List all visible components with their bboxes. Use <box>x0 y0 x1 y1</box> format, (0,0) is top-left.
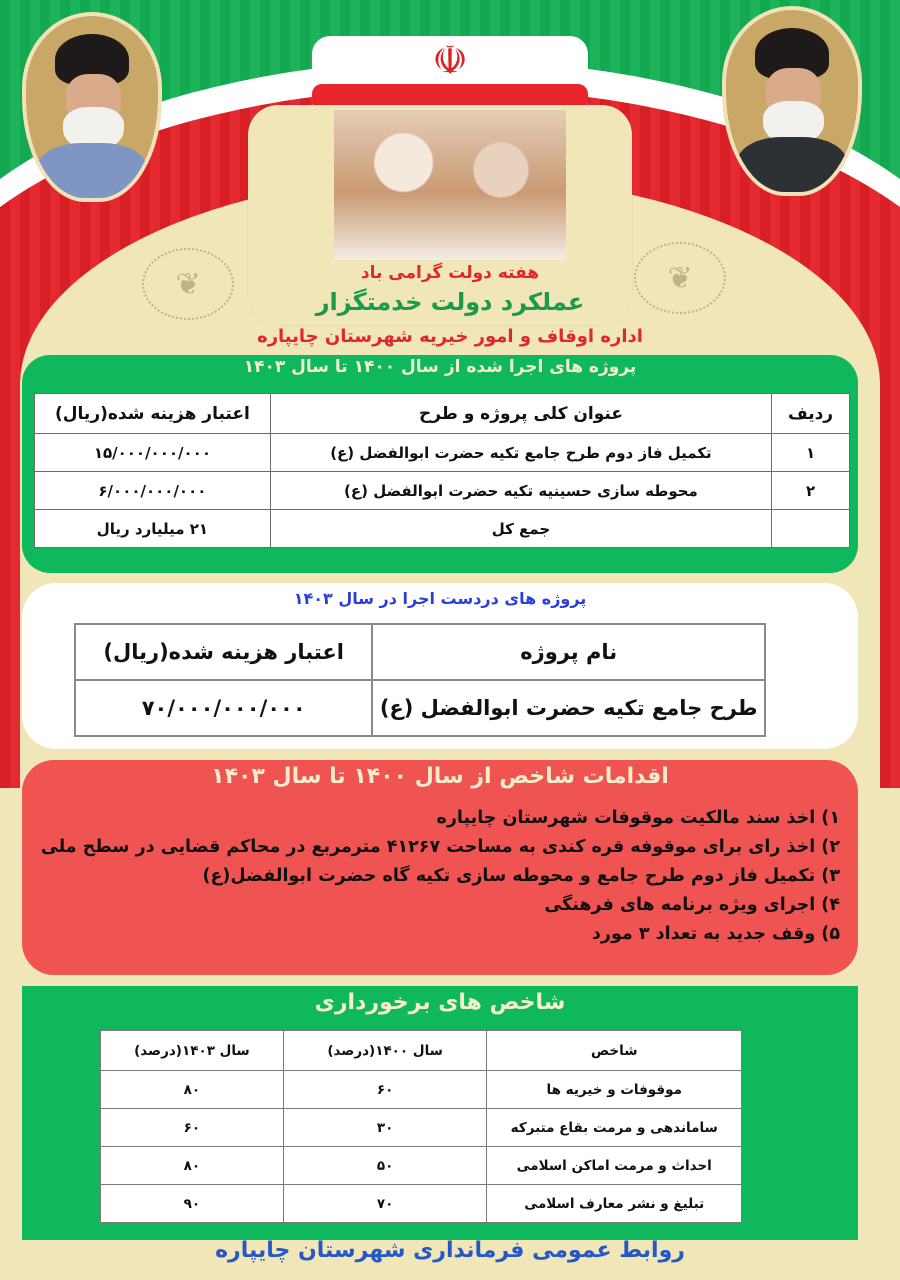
ongoing-projects-table <box>74 623 766 737</box>
list-item: ۲) اخذ رای برای موقوفه قره کندی به مساحت ۴۱۲۶۷ مترمربع در محاکم قضایی در سطح ملی <box>40 837 840 857</box>
list-item: ۱) اخذ سند مالکیت موقوفات شهرستان چایپاره <box>436 808 840 828</box>
column-header: اعتبار هزینه شده(ریال) <box>75 624 372 680</box>
cell-y1400: ۶۰ <box>283 1071 487 1109</box>
ongoing-projects-section <box>22 583 858 749</box>
greeting-text: هفته دولت گرامی باد <box>360 263 540 283</box>
iran-emblem-icon: ☫ <box>432 38 468 84</box>
table-header-row <box>101 1031 742 1071</box>
key-actions-section <box>22 760 858 975</box>
footer-credit: روابط عمومی فرمانداری شهرستان چایپاره <box>215 1238 685 1263</box>
cell-indicator: ساماندهی و مرمت بقاع متبرکه <box>487 1109 742 1147</box>
completed-projects-table <box>34 393 850 548</box>
section-title: شاخص های برخورداری <box>314 990 566 1015</box>
table-row <box>101 1071 742 1109</box>
cell-row <box>772 510 850 548</box>
table-row <box>75 680 765 736</box>
cell-row: ۱ <box>772 434 850 472</box>
section-title: پروژه های دردست اجرا در سال ۱۴۰۳ <box>293 589 587 608</box>
table-row <box>101 1109 742 1147</box>
completed-projects-section <box>22 355 858 573</box>
page-title: عملکرد دولت خدمتگزار <box>315 288 585 316</box>
cell-y1403: ۸۰ <box>101 1071 284 1109</box>
key-actions-list <box>41 804 840 949</box>
table-row <box>35 434 850 472</box>
flag-tab <box>312 36 588 112</box>
table-header-row <box>75 624 765 680</box>
column-header: عنوان کلی پروژه و طرح <box>270 394 771 434</box>
table-header-row <box>35 394 850 434</box>
table-row <box>101 1147 742 1185</box>
cell-y1400: ۷۰ <box>283 1185 487 1223</box>
cell-y1403: ۹۰ <box>101 1185 284 1223</box>
organization-name: اداره اوقاف و امور خیریه شهرستان چایپاره <box>257 326 643 347</box>
list-item: ۳) تکمیل فاز دوم طرح جامع و محوطه سازی تکیه گاه حضرت ابوالفضل(ع) <box>202 866 840 886</box>
cell-title: تکمیل فاز دوم طرح جامع تکیه حضرت ابوالفضل (ع) <box>270 434 771 472</box>
cell-cost: ۶/۰۰۰/۰۰۰/۰۰۰ <box>35 472 271 510</box>
indicators-section <box>22 986 858 1240</box>
cell-indicator: تبلیغ و نشر معارف اسلامی <box>487 1185 742 1223</box>
cell-total-cost: ۲۱ میلیارد ریال <box>35 510 271 548</box>
cell-cost: ۱۵/۰۰۰/۰۰۰/۰۰۰ <box>35 434 271 472</box>
table-row <box>101 1185 742 1223</box>
cell-y1400: ۳۰ <box>283 1109 487 1147</box>
cell-name: طرح جامع تکیه حضرت ابوالفضل (ع) <box>372 680 765 736</box>
table-total-row <box>35 510 850 548</box>
cell-y1403: ۸۰ <box>101 1147 284 1185</box>
list-item: ۵) وقف جدید به تعداد ۳ مورد <box>591 924 840 944</box>
cell-indicator: احداث و مرمت اماکن اسلامی <box>487 1147 742 1185</box>
table-row <box>35 472 850 510</box>
column-header: شاخص <box>487 1031 742 1071</box>
ornament-icon: ❦ <box>634 242 726 314</box>
ornament-icon: ❦ <box>142 248 234 320</box>
cell-y1400: ۵۰ <box>283 1147 487 1185</box>
cell-total-label: جمع کل <box>270 510 771 548</box>
martyrs-photo <box>334 110 566 260</box>
portrait-left <box>22 12 162 202</box>
cell-title: محوطه سازی حسینیه تکیه حضرت ابوالفضل (ع) <box>270 472 771 510</box>
column-header: سال ۱۴۰۳(درصد) <box>101 1031 284 1071</box>
column-header: نام پروژه <box>372 624 765 680</box>
section-title: پروژه های اجرا شده از سال ۱۴۰۰ تا سال ۱۴۰۳ <box>243 357 637 377</box>
section-title: اقدامات شاخص از سال ۱۴۰۰ تا سال ۱۴۰۳ <box>211 764 669 789</box>
indicators-table <box>100 1030 742 1223</box>
cell-y1403: ۶۰ <box>101 1109 284 1147</box>
column-header: اعتبار هزینه شده(ریال) <box>35 394 271 434</box>
cell-cost: ۷۰/۰۰۰/۰۰۰/۰۰۰ <box>75 680 372 736</box>
cell-indicator: موقوفات و خیریه ها <box>487 1071 742 1109</box>
list-item: ۴) اجرای ویژه برنامه های فرهنگی <box>544 895 840 915</box>
portrait-right <box>722 6 862 196</box>
cell-row: ۲ <box>772 472 850 510</box>
column-header: سال ۱۴۰۰(درصد) <box>283 1031 487 1071</box>
column-header: ردیف <box>772 394 850 434</box>
